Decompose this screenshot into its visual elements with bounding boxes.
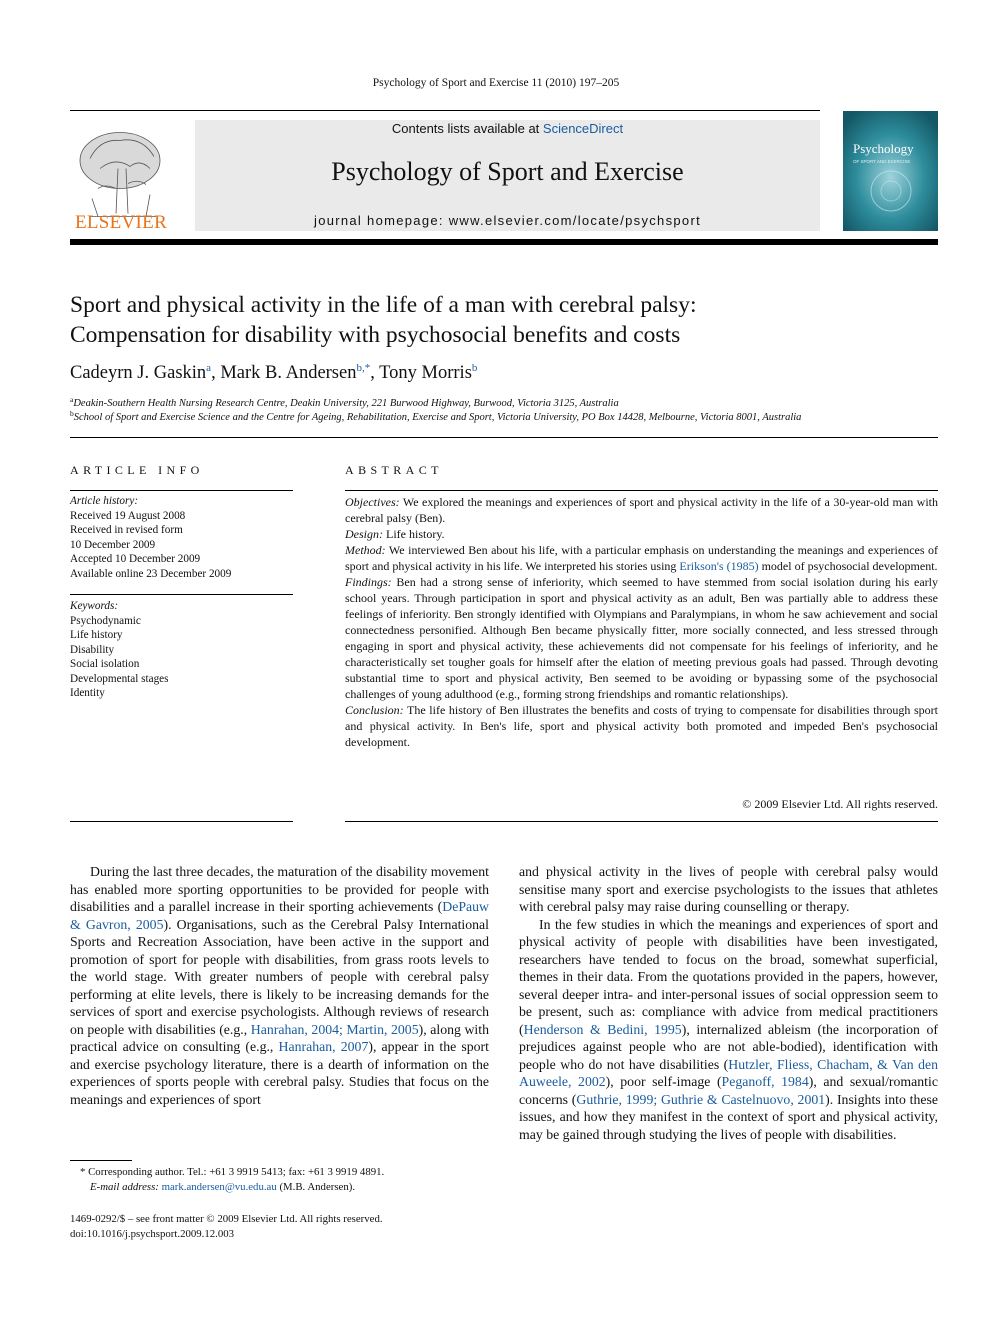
findings-text: Ben had a strong sense of inferiority, which seemed to have stemmed from social isolation during his early school years. Through participation in sport and physical activity as an adult, Ben was partially able to address these feelings of inferiority. Ben strongly identified with Olympians and Paralympians, in whom he saw achievement and social connectedness personified. Although Ben became physically fitter, more socially connected, and less stressed through engaging in sport and physical activity, these achievements did not compensate for his feelings of inferiority, and he characteristically set tougher goals for himself after the elation of meeting previous goals had passed. Through devoting substantial time to sport and physical activity, Ben seemed to be avoiding or bypassing some of the psychosocial challenges of young adulthood (e.g., forming strong friendships and romantic relationships). <box>345 575 938 701</box>
keyword-item: Social isolation <box>70 658 140 670</box>
body-paragraph: and physical activity in the lives of people with cerebral palsy would sensitise many sport and exercise psychologists to the issues that athletes with cerebral palsy may raise during counselling or therapy. <box>519 864 938 914</box>
author-list <box>70 362 930 384</box>
header-divider <box>70 437 938 438</box>
article-info-heading: ARTICLE INFO <box>70 463 204 477</box>
email-link[interactable]: mark.andersen@vu.edu.au <box>161 1181 277 1193</box>
journal-cover-thumbnail <box>843 111 938 231</box>
history-item: Available online 23 December 2009 <box>70 567 232 580</box>
affiliation-text: School of Sport and Exercise Science and the Centre for Ageing, Rehabilitation, Exercise and Sport, Victoria University, PO Box 14428, Melbourne, Victoria 8001, Australia <box>73 412 802 423</box>
conclusion-text: The life history of Ben illustrates the benefits and costs of trying to compensate for disabilities through sport and physical activity. In Ben's life, sport and physical activity both promoted and impeded Ben's psychosocial development. <box>345 703 938 749</box>
objectives-label: Objectives: <box>345 495 400 509</box>
history-label: Article history: <box>70 495 139 507</box>
method-text: We interviewed Ben about his life, with a particular emphasis on understanding the meanings and experiences of sport and physical activity in his life. We interpreted his stories using <box>345 543 938 573</box>
design-label: Design: <box>345 527 383 541</box>
keywords-block <box>70 599 293 701</box>
citation-link[interactable]: Hanrahan, 2007 <box>278 1039 369 1054</box>
title-line-2: Compensation for disability with psychosocial benefits and costs <box>70 322 681 348</box>
title-line-1: Sport and physical activity in the life of a man with cerebral palsy: <box>70 292 697 318</box>
author-separator: , <box>370 363 380 383</box>
abstract-heading: ABSTRACT <box>345 463 443 477</box>
body-text: ), and sexual/romantic concerns ( <box>519 1074 938 1107</box>
keyword-item: Identity <box>70 687 105 699</box>
publication-info <box>70 1212 490 1242</box>
abstract-method <box>345 542 938 574</box>
objectives-text: We explored the meanings and experiences of sport and physical activity in the life of a 30-year-old man with cerebral palsy (Ben). <box>345 495 938 525</box>
author-affil-mark[interactable]: a <box>206 362 212 374</box>
issn-line: 1469-0292/$ – see front matter © 2009 Elsevier Ltd. All rights reserved. <box>70 1213 383 1225</box>
journal-title: Psychology of Sport and Exercise <box>331 157 684 186</box>
keyword-item: Life history <box>70 629 123 641</box>
history-item: Received 19 August 2008 <box>70 509 186 522</box>
elsevier-wordmark: ELSEVIER <box>74 212 168 233</box>
body-right-column <box>519 863 938 1143</box>
body-text: ), along with practical advice on consulting (e.g., <box>70 1021 489 1054</box>
body-paragraph <box>519 916 938 1144</box>
author-separator: , <box>211 363 221 383</box>
affiliation-b <box>70 409 940 423</box>
article-history <box>70 494 293 581</box>
method-label: Method: <box>345 543 386 557</box>
conclusion-label: Conclusion: <box>345 703 404 717</box>
running-head: Psychology of Sport and Exercise 11 (2010) 197–205 <box>372 77 620 89</box>
citation-link[interactable]: Erikson's (1985) <box>679 559 759 573</box>
body-text: ), internalized ableism (the incorporation of prejudices against people who are not able-bodied), identification with people who do not have disabilities ( <box>519 1021 939 1072</box>
author-affil-mark[interactable]: b,* <box>356 362 371 374</box>
corresponding-author: * Corresponding author. Tel.: +61 3 9919 5413; fax: +61 3 9919 4891. <box>80 1166 385 1178</box>
article-info-rule <box>70 490 293 491</box>
article-title <box>70 290 930 350</box>
history-item: Accepted 10 December 2009 <box>70 553 201 565</box>
citation-link[interactable]: Hanrahan, 2004; Martin, 2005 <box>250 1021 419 1037</box>
affiliation-mark: b <box>70 409 74 418</box>
body-text: In the few studies in which the meanings and experiences of sport and physical activity of people with disabilities have been investigated, researchers have tended to focus on the broad, somewhat superficial, themes in their data. From the quotations provided in the papers, however, several deeper intra- and inter-personal issues of social oppression seem to be present, such as: compliance with advice from medical practitioners ( <box>519 916 938 1037</box>
affiliation-text: Deakin-Southern Health Nursing Research Centre, Deakin University, 221 Burwood Highway, Burwood, Victoria 3125, Australia <box>73 398 619 409</box>
email-suffix: (M.B. Andersen). <box>276 1181 356 1193</box>
affiliation-mark: a <box>70 395 74 404</box>
doi-line[interactable]: doi:10.1016/j.psychsport.2009.12.003 <box>70 1228 235 1240</box>
body-left-column <box>70 863 489 1108</box>
citation-link[interactable]: Peganoff, 1984 <box>721 1074 809 1089</box>
keyword-item: Psychodynamic <box>70 614 141 627</box>
body-text: ), poor self-image ( <box>605 1074 722 1089</box>
contents-prefix: Contents lists available at <box>391 121 543 136</box>
citation-link[interactable]: Henderson & Bedini, 1995 <box>523 1021 682 1037</box>
author-name: Tony Morris <box>379 363 472 383</box>
method-text: model of psychosocial development. <box>758 559 938 573</box>
affiliation-a <box>70 395 940 409</box>
citation-link[interactable]: DePauw & Gavron, 2005 <box>70 899 489 932</box>
abstract-conclusion <box>345 702 938 750</box>
findings-label: Findings: <box>345 575 392 589</box>
journal-homepage[interactable]: journal homepage: www.elsevier.com/locate/psychsport <box>314 213 701 228</box>
cover-subtitle: OF SPORT AND EXERCISE <box>853 159 911 164</box>
email-line <box>70 1180 490 1195</box>
body-text: ). Insights into these issues, and how they manifest in the context of sport and physical activity, may be gained through studying the lives of people with disabilities. <box>519 1091 938 1142</box>
body-text: ). Organisations, such as the Cerebral Palsy International Sports and Recreation Association, have been active in the support and promotion of sport for people with disabilities, from grass roots levels to the world stage. With greater numbers of people with cerebral palsy performing at elite levels, there is likely to be increasing demands for the services of sport and exercise psychologists. Although reviews of research on people with disabilities (e.g., <box>70 916 489 1037</box>
keywords-rule <box>70 594 293 595</box>
keywords-label: Keywords: <box>70 600 119 612</box>
keyword-item: Developmental stages <box>70 672 169 685</box>
abstract-objectives <box>345 494 938 526</box>
body-paragraph <box>70 863 489 1108</box>
contents-line <box>195 121 820 136</box>
history-item: 10 December 2009 <box>70 538 156 551</box>
masthead-top-rule <box>70 110 820 111</box>
history-item: Received in revised form <box>70 524 183 536</box>
masthead-bottom-rule <box>70 239 938 245</box>
abstract-rule <box>345 490 938 491</box>
keyword-item: Disability <box>70 643 115 656</box>
design-text: Life history. <box>383 527 445 541</box>
article-info-bottom-rule <box>70 821 293 822</box>
abstract-findings <box>345 574 938 702</box>
sciencedirect-link[interactable]: ScienceDirect <box>542 121 624 136</box>
author-name: Cadeyrn J. Gaskin <box>70 363 207 383</box>
abstract-copyright: © 2009 Elsevier Ltd. All rights reserved. <box>742 797 938 811</box>
citation-link[interactable]: Hutzler, Fliess, Chacham, & Van den Auweele, 2002 <box>519 1056 938 1089</box>
author-affil-mark[interactable]: b <box>471 362 478 374</box>
citation-link[interactable]: Guthrie, 1999; Guthrie & Castelnuovo, 2001 <box>576 1091 826 1107</box>
abstract-bottom-rule <box>345 821 938 822</box>
footnote-rule <box>70 1160 132 1161</box>
author-name: Mark B. Andersen <box>220 363 357 383</box>
email-label: E-mail address: <box>90 1181 159 1193</box>
abstract-design <box>345 526 938 542</box>
body-text: During the last three decades, the maturation of the disability movement has enabled more sporting opportunities to be provided for people with disabilities and a parallel increase in their sporting achievements ( <box>70 864 489 914</box>
body-text: ), appear in the sport and exercise psychology literature, there is a dearth of information on the experiences of sports people with cerebral palsy. Studies that focus on the meanings and experiences of sport <box>70 1039 489 1107</box>
corresponding-author-note <box>70 1165 490 1195</box>
cover-title: Psychology <box>853 141 914 156</box>
abstract-body <box>345 494 938 750</box>
